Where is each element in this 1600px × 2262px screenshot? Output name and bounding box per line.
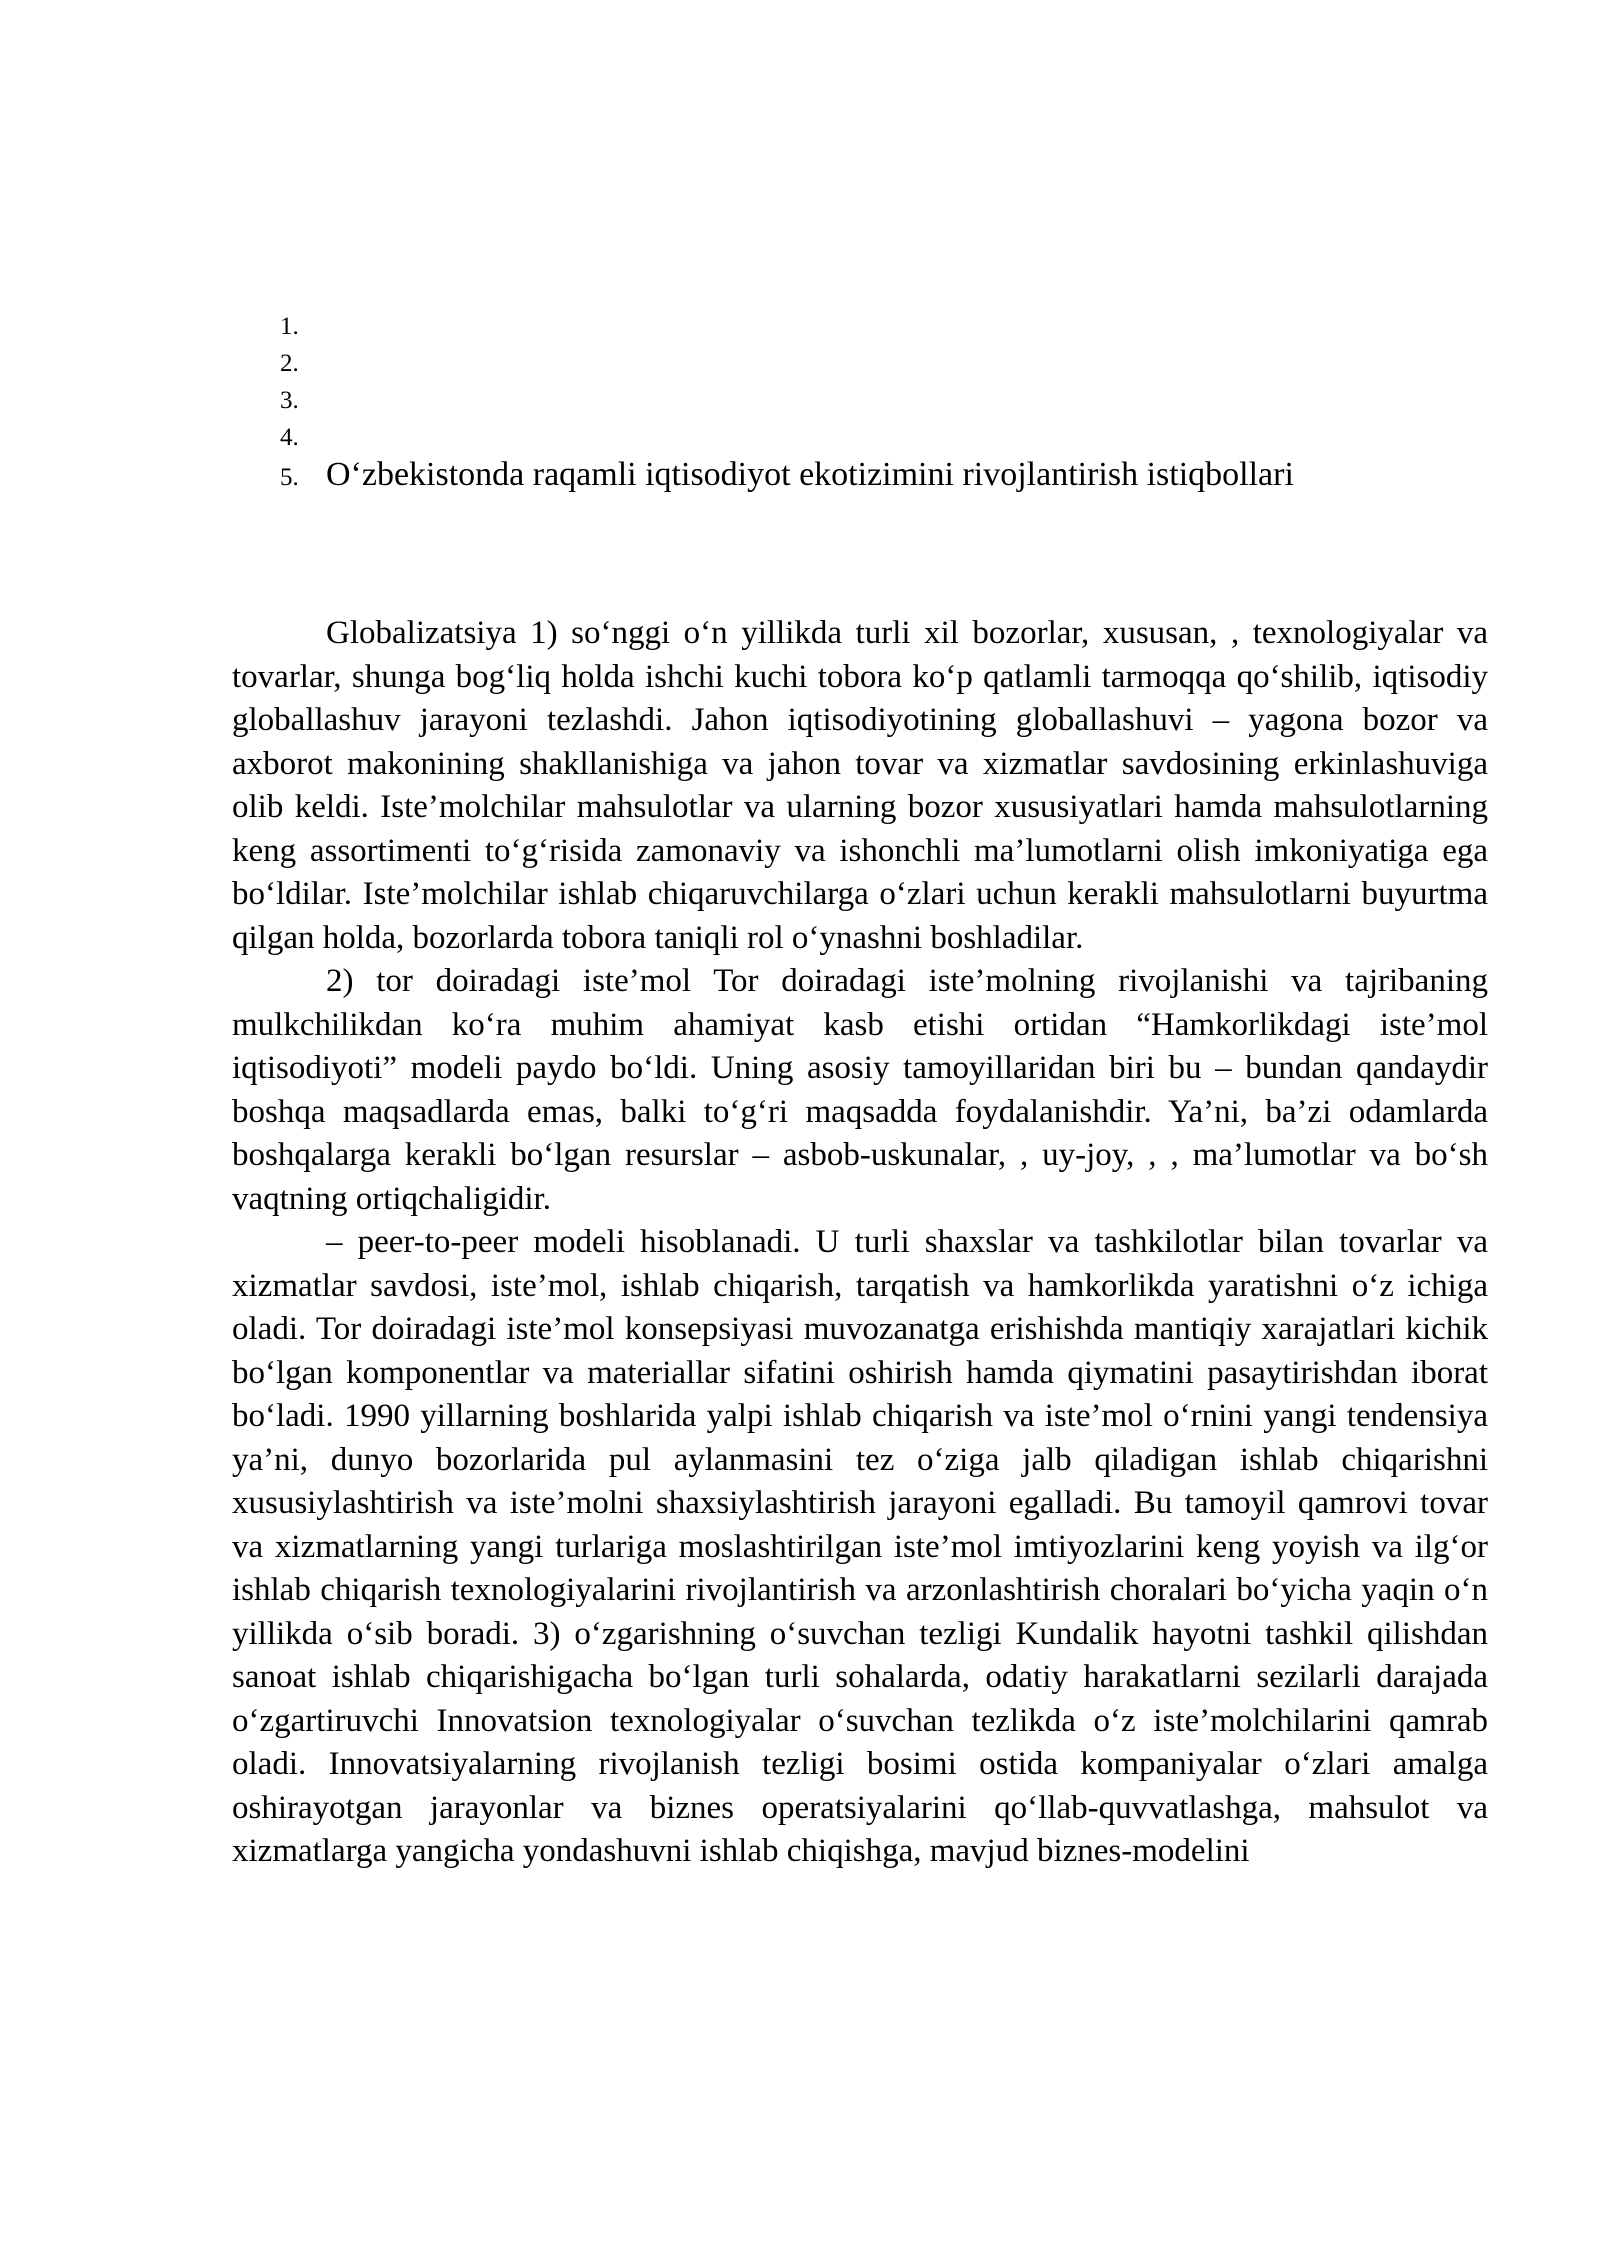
list-item-number: 1. [280, 313, 299, 340]
list-item-number: 4. [280, 424, 299, 451]
list-item-number: 2. [280, 350, 299, 377]
paragraph: Globalizatsiya 1) so‘nggi o‘n yillikda turli xil bozorlar, xususan, , texnologiyalar va tovarlar, shunga bog‘liq holda ishchi kuchi tobora ko‘p qatlamli tarmoqqa qo‘shilib, iqtisodiy globallashuv jarayoni tezlashdi. Jahon iqtisodiyotining globallashuvi – yagona bozor va axborot makonining shakllanishiga va jahon tovar va xizmatlar savdosining erkinlashuviga olib keldi. Iste’molchilar mahsulotlar va ularning bozor xususiyatlari hamda mahsulotlarning keng assortimenti to‘g‘risida zamonaviy va ishonchli ma’lumotlarni olish imkoniyatiga ega bo‘ldilar. Iste’molchilar ishlab chiqaruvchilarga o‘zlari uchun kerakli mahsulotlarni buyurtma qilgan holda, bozorlarda tobora taniqli rol o‘ynashni boshladilar. [232, 615, 1488, 956]
list-item [280, 456, 1480, 493]
list-item [280, 308, 1480, 345]
list-item-number: 5. [280, 464, 299, 491]
list-item [280, 419, 1480, 456]
body-text [232, 612, 1488, 1874]
list-item [280, 345, 1480, 382]
paragraph: – peer-to-peer modeli hisoblanadi. U turli shaxslar va tashkilotlar bilan tovarlar va xizmatlar savdosi, iste’mol, ishlab chiqarish, tarqatish va hamkorlikda yaratishni o‘z ichiga oladi. Tor doiradagi iste’mol konsepsiyasi muvozanatga erishishda mantiqiy xarajatlari kichik bo‘lgan komponentlar va materiallar sifatini oshirish hamda qiymatini pasaytirishdan iborat bo‘ladi. 1990 yillarning boshlarida yalpi ishlab chiqarish va iste’mol o‘rnini yangi tendensiya ya’ni, dunyo bozorlarida pul aylanmasini tez o‘ziga jalb qiladigan ishlab chiqarishni xususiylashtirish va iste’molni shaxsiylashtirish jarayoni egalladi. Bu tamoyil qamrovi tovar va xizmatlarning yangi turlariga moslashtirilgan iste’mol imtiyozlarini keng yoyish va ilg‘or ishlab chiqarish texnologiyalarini rivojlantirish va arzonlashtirish choralari bo‘yicha yaqin o‘n yillikda o‘sib boradi. 3) o‘zgarishning o‘suvchan tezligi Kundalik hayotni tashkil qilishdan sanoat ishlab chiqarishigacha bo‘lgan turli sohalarda, odatiy harakatlarni sezilarli darajada o‘zgartiruvchi Innovatsion texnologiyalar o‘suvchan tezlikda o‘z iste’molchilarini qamrab oladi. Innovatsiyalarning rivojlanish tezligi bosimi ostida kompaniyalar o‘zlari amalga oshirayotgan jarayonlar va biznes operatsiyalarini qo‘llab-quvvatlashga, mahsulot va xizmatlarga yangicha yondashuvni ishlab chiqishga, mavjud biznes-modelini [232, 1224, 1488, 1869]
section-heading: O‘zbekistonda raqamli iqtisodiyot ekotizimini rivojlantirish istiqbollari [326, 456, 1294, 493]
list-item [280, 382, 1480, 419]
list-item-number: 3. [280, 387, 299, 414]
paragraph: 2) tor doiradagi iste’mol Tor doiradagi iste’molning rivojlanishi va tajribaning mulkchilikdan ko‘ra muhim ahamiyat kasb etishi ortidan “Hamkorlikdagi iste’mol iqtisodiyoti” modeli paydo bo‘ldi. Uning asosiy tamoyillaridan biri bu – bundan qandaydir boshqa maqsadlarda emas, balki to‘g‘ri maqsadda foydalanishdir. Ya’ni, ba’zi odamlarda boshqalarga kerakli bo‘lgan resurslar – asbob-uskunalar, , uy-joy, , , ma’lumotlar va bo‘sh vaqtning ortiqchaligidir. [232, 963, 1488, 1217]
numbered-list [280, 308, 1480, 493]
